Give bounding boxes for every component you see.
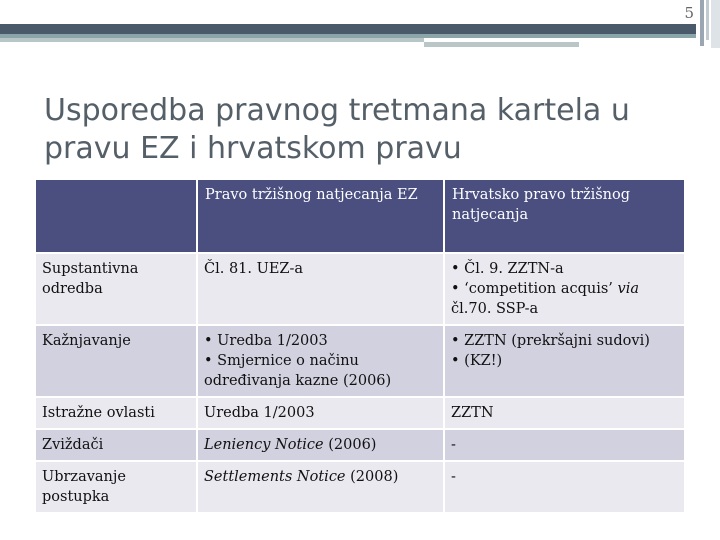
row-label: Supstantivna odredba [36,254,196,324]
header-bar [0,24,696,34]
table-header-hr: Hrvatsko pravo tržišnog natjecanja [445,180,684,252]
corner-stripe [706,0,709,40]
table-row [36,254,684,324]
cell-line-italic: Settlements Notice [204,469,346,485]
table-header-corner [36,180,196,252]
row-label: Istražne ovlasti [36,398,196,428]
eu-cell [198,462,443,512]
slide-title: Usporedba pravnog tretmana kartela u pravu EZ i hrvatskom pravu [44,93,630,166]
table-row [36,326,684,396]
cell-line: • Čl. 9. ZZTN-a [451,261,564,277]
header-accent-bar-short [424,42,579,47]
corner-stripe [700,0,704,46]
cell-line: • ZZTN (prekršajni sudovi) [451,333,650,349]
table-header-row [36,180,684,252]
eu-cell: Uredba 1/2003 [198,398,443,428]
slide-number: 5 [684,4,694,22]
hr-cell: - [445,430,684,460]
cell-line: (2008) [345,469,399,485]
hr-cell [445,326,684,396]
corner-stripe [711,0,720,48]
cell-line: • Smjernice o načinu određivanja kazne (2006) [204,353,392,389]
table-header-eu: Pravo tržišnog natjecanja EZ [198,180,443,252]
cell-line: (2006) [323,437,377,453]
table-row [36,430,684,460]
table-row [36,462,684,512]
cell-line: • ‘competition acquis’ [451,281,618,297]
header-accent-bar-light [0,38,424,42]
row-label: Kažnjavanje [36,326,196,396]
eu-cell [198,254,443,324]
row-label: Ubrzavanje postupka [36,462,196,512]
cell-line: • Uredba 1/2003 [204,333,328,349]
comparison-table [34,178,686,514]
cell-line: čl.70. SSP-a [451,301,539,317]
eu-cell [198,326,443,396]
eu-cell [198,430,443,460]
row-label: Zviždači [36,430,196,460]
hr-cell: ZZTN [445,398,684,428]
hr-cell: - [445,462,684,512]
cell-line-italic: Leniency Notice [204,437,324,453]
cell-line: • (KZ!) [451,353,503,369]
hr-cell [445,254,684,324]
cell-line: Čl. 81. UEZ-a [204,261,304,277]
table-row [36,398,684,428]
cell-line-italic: via [617,281,640,297]
